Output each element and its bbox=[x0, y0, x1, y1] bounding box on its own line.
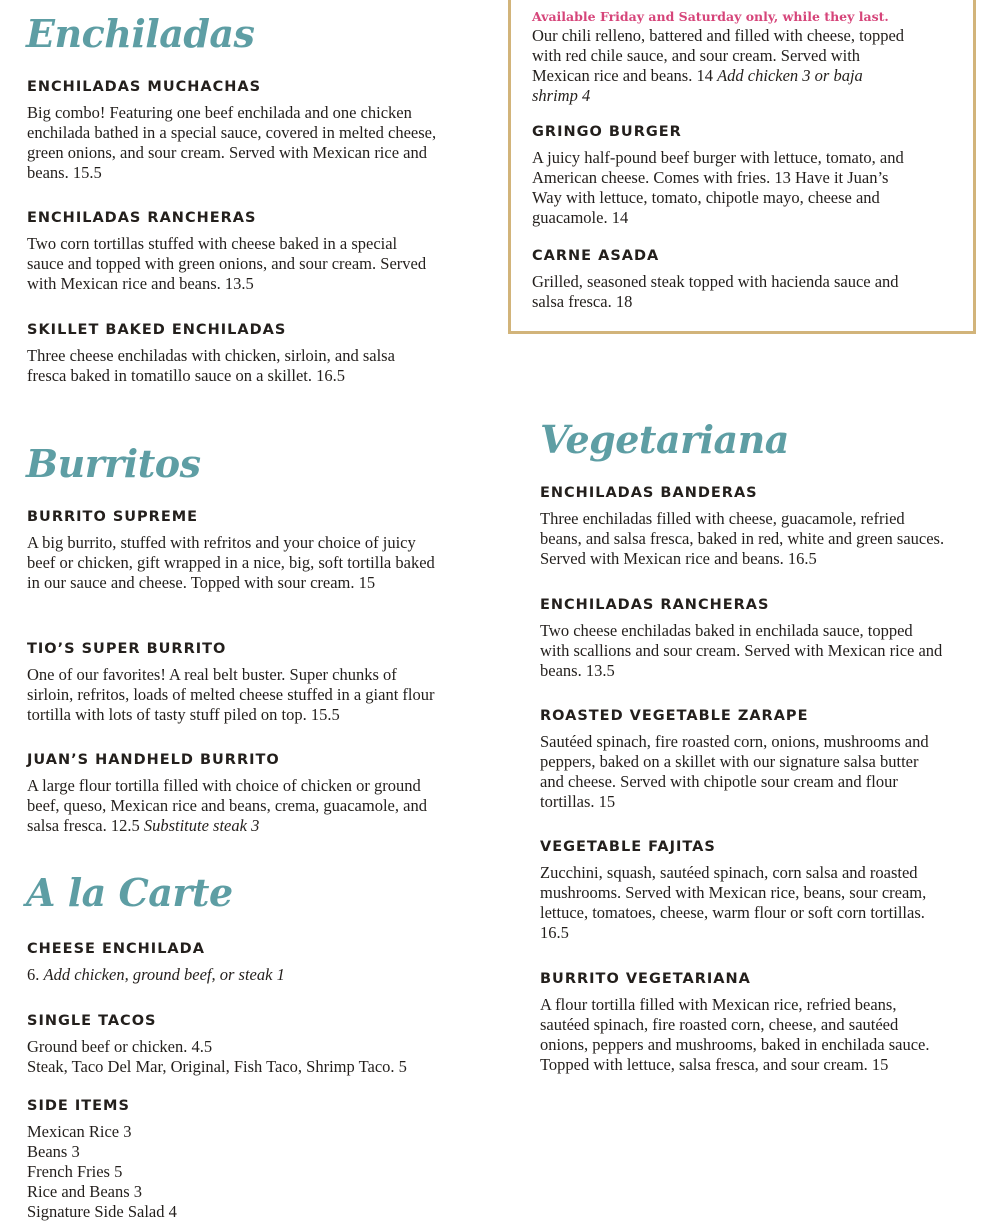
item-description: A juicy half-pound beef burger with lettuce, tomato, and American cheese. Comes with fries. 13 Have it Juan’s Way with lettuce, tomato, chipotle mayo, cheese and guacamole. 14 bbox=[532, 148, 904, 227]
item-description-text: A large flour tortilla filled with choice of chicken or ground beef, queso, Mexican rice and beans, crema, guacamole, and salsa fresca. 12.5 bbox=[27, 776, 427, 835]
menu-item bbox=[27, 639, 437, 725]
item-description: One of our favorites! A real belt buster. Super chunks of sirloin, refritos, loads of melted cheese stuffed in a giant flour tortilla with lots of tasty stuff piled on top. 15.5 bbox=[27, 665, 435, 724]
item-description: Three cheese enchiladas with chicken, sirloin, and salsa fresca baked in tomatillo sauce on a skillet. 16.5 bbox=[27, 346, 395, 385]
menu-item bbox=[540, 706, 945, 812]
desc-line: French Fries 5 bbox=[27, 1162, 123, 1181]
item-description-addon: Add chicken, ground beef, or steak 1 bbox=[43, 965, 285, 984]
menu-item bbox=[27, 208, 437, 294]
menu-item bbox=[27, 1096, 457, 1222]
item-name: SKILLET BAKED ENCHILADAS bbox=[27, 322, 287, 338]
menu-item bbox=[27, 320, 437, 386]
menu-item bbox=[540, 837, 945, 943]
menu-item bbox=[540, 595, 945, 681]
item-name: BURRITO SUPREME bbox=[27, 509, 199, 525]
item-description: Grilled, seasoned steak topped with hacienda sauce and salsa fresca. 18 bbox=[532, 272, 899, 311]
item-description-addon: Add chicken 3 or baja shrimp 4 bbox=[532, 66, 863, 105]
item-name: SINGLE TACOS bbox=[27, 1013, 157, 1029]
item-name: VEGETABLE FAJITAS bbox=[540, 839, 716, 855]
item-name: ENCHILADAS RANCHERAS bbox=[27, 210, 257, 226]
availability-note: Available Friday and Saturday only, while they last. bbox=[532, 9, 889, 24]
item-description: A big burrito, stuffed with refritos and your choice of juicy beef or chicken, gift wrapped in a nice, big, soft tortilla baked in our sauce and cheese. Topped with sour cream. 15 bbox=[27, 533, 435, 592]
special-item bbox=[532, 8, 912, 106]
special-item bbox=[532, 246, 912, 312]
menu-item bbox=[27, 1011, 467, 1077]
item-name: BURRITO VEGETARIANA bbox=[540, 971, 751, 987]
item-description: Big combo! Featuring one beef enchilada and one chicken enchilada bathed in a special sauce, covered in melted cheese, green onions, and sour cream. Served with Mexican rice and beans. 15.5 bbox=[27, 103, 437, 182]
item-description: Three enchiladas filled with cheese, guacamole, refried beans, and salsa fresca, baked in red, white and green sauces. Served with Mexican rice and beans. 16.5 bbox=[540, 509, 945, 568]
desc-line: Ground beef or chicken. 4.5 bbox=[27, 1037, 213, 1056]
item-name: JUAN’S HANDHELD BURRITO bbox=[27, 752, 280, 768]
menu-item bbox=[540, 969, 945, 1075]
item-description bbox=[27, 1122, 457, 1222]
item-description bbox=[532, 26, 912, 106]
menu-item bbox=[27, 507, 437, 593]
section-title-vegetariana: Vegetariana bbox=[540, 417, 789, 462]
menu-item bbox=[27, 77, 437, 183]
item-name: SIDE ITEMS bbox=[27, 1098, 130, 1114]
item-description: A flour tortilla filled with Mexican rice, refried beans, sautéed spinach, fire roasted corn, cheese, and sautéed onions, peppers and mushrooms, baked in enchilada sauce. Topped with lettuce, salsa fresca, and sour cream. 15 bbox=[540, 995, 930, 1074]
section-title-a-la-carte: A la Carte bbox=[26, 870, 233, 915]
item-name: ROASTED VEGETABLE ZARAPE bbox=[540, 708, 809, 724]
item-name: CHEESE ENCHILADA bbox=[27, 941, 205, 957]
item-name: GRINGO BURGER bbox=[532, 124, 682, 140]
desc-line: Beans 3 bbox=[27, 1142, 80, 1161]
menu-item bbox=[27, 939, 457, 985]
section-title-enchiladas: Enchiladas bbox=[26, 11, 255, 56]
menu-item bbox=[27, 750, 437, 836]
item-name: ENCHILADAS MUCHACHAS bbox=[27, 79, 262, 95]
item-name: ENCHILADAS BANDERAS bbox=[540, 485, 758, 501]
desc-line: Mexican Rice 3 bbox=[27, 1122, 132, 1141]
item-description: Sautéed spinach, fire roasted corn, onions, mushrooms and peppers, baked on a skillet with our signature salsa butter and cheese. Served with chipotle sour cream and flour tortillas. 15 bbox=[540, 732, 929, 811]
item-description-text: Our chili relleno, battered and filled with cheese, topped with red chile sauce, and sour cream. Served with Mexican rice and beans. 14 bbox=[532, 26, 905, 85]
item-description bbox=[27, 776, 437, 836]
section-title-burritos: Burritos bbox=[26, 441, 201, 486]
desc-line: Signature Side Salad 4 bbox=[27, 1202, 177, 1221]
special-item bbox=[532, 122, 912, 228]
item-name: CARNE ASADA bbox=[532, 248, 660, 264]
item-description: Two cheese enchiladas baked in enchilada sauce, topped with scallions and sour cream. Served with Mexican rice and beans. 13.5 bbox=[540, 621, 943, 680]
item-description-text: 6. bbox=[27, 965, 40, 984]
item-description-addon: Substitute steak 3 bbox=[143, 816, 260, 835]
menu-item bbox=[540, 483, 945, 569]
item-description bbox=[27, 965, 457, 985]
item-name: ENCHILADAS RANCHERAS bbox=[540, 597, 770, 613]
desc-line: Steak, Taco Del Mar, Original, Fish Taco, Shrimp Taco. 5 bbox=[27, 1057, 407, 1076]
item-description bbox=[27, 1037, 467, 1077]
item-description: Two corn tortillas stuffed with cheese baked in a special sauce and topped with green onions, and sour cream. Served with Mexican rice and beans. 13.5 bbox=[27, 234, 427, 293]
desc-line: Rice and Beans 3 bbox=[27, 1182, 143, 1201]
item-name: TIO’S SUPER BURRITO bbox=[27, 641, 227, 657]
item-description: Zucchini, squash, sautéed spinach, corn salsa and roasted mushrooms. Served with Mexican rice, beans, sour cream, lettuce, tomatoes, cheese, warm flour or soft corn tortillas. 16.5 bbox=[540, 863, 927, 942]
